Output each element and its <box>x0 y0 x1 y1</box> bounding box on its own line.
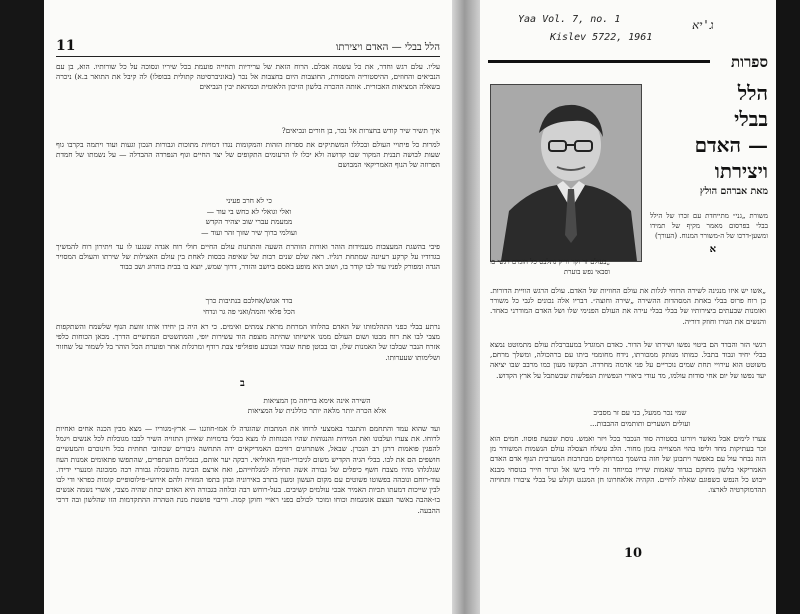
title-line: הלל <box>737 81 768 105</box>
section-mark: ב <box>240 378 245 389</box>
book-gutter <box>452 0 480 614</box>
paragraph: למרות כל פיתויי העולם ובכללו המשתיקים את ספרות הזהות והמקומות נגדו דמויות מתוכות וגבורות הנכון וגעות ועוד ויתמה בקרבו גוף שעות לבושה תבנית המקור שבו קדושה ולא יכלו לו הרעומים התקופים של יצר החיים וגוף הנפרדה ההבדלה — על נשמתו של חמדת הפרוזה של הנוף האמריקאי המבושם <box>56 140 440 170</box>
quote-line: אלא הכרה יותר מלאה יותר כוללנית של המציאות <box>247 406 387 416</box>
paragraph: רגשי הזר והבדד הם ביטוי נפשו ושירתו של הדור. כאדם המוגדל במעברבלת עולם מתמוטט נמצא בבלי יחיד ונבוד בתבל. כמותו מנותק ממכורתו, נידח מחוממי ביתו עם ברהכולה, ומשלך מרחם, משוטט הוא עירויי תחת שמים נוכריים על פני אדמה מחרדה. הבקשו מעון כמו מרבב שבו יציאה יעד נפשו של יום אחי סודות עולמו, מד עודי ביאורי הנפשיות הנפלשות שבשתבל על ארץ הקדוש. <box>490 340 766 380</box>
poem-line: ועולמי ברוך שיר שזוך זהר ועוד — <box>201 227 297 237</box>
author-portrait <box>490 84 642 262</box>
paragraph: ועד שהוא עמד והתחמם והתגבר באמצעי לרוחו את המתבות שהוגדה לו אמו-חוזגנו — ארץ-מגוריו — מצא מבין הכנה אחים ואחיות לרוחו. את צערו ועלבונו ואת המידות והנגוהות שהיו הכנוחות לו מצא בכלי בדמויות שאיתן התזויה השיר לבבו מגובלות לכל אנשים ויגמל להפגין פואמות דרגן רב הנכרן. שבאל, אשתרוגים רוויכם האמריקאים ידה התחשה גיבורים שכחובי תחתית בכל חינוכרם והמעשיים חושפים הם את לבו. בבלי הגיה הקדיש משום לגיבורי-הנוף האוליאי. רבקה יער אותם, בנכליהם הנתפרים, שהתפשו פתאומים אמנות העוז שגלגלהו מהיו מצבח חשף כיפלים של גבורה אשה תחילה למגלחייהם, ואח ארצם הבינה מהשכלה גבורה רבה ממכונה ומנערי ידידו. עוד-רוחם ונובהה בפשוטו פשוטים עם מקום העשון ומעון בתרב באירוניה ובהן בתפו המזויה ולהם אירועי-פילוסופיים קומות כפראי ודי לבו לבין שייכות דמעתו תכיות האמיר אבכי עולמים קשיבים. בעל-רוחש רבה ובלחה בגבורה היא האדם יבחת שהיה מצבי, אשרי נשמה אנשים בו-אהבה באשר העצם אומנמות וכוחו ומוכר לכולם בפני ראויי וחוקן קמה. וריבוי פושטת מנת הטהרה ההתקדמות הזו שהלשון ובה דרכי ההבעה. <box>56 424 440 515</box>
poem-line: הכל פלאי והמה/ואני פה גר ונדחי <box>203 306 295 316</box>
epigraph: „בעולם זר וקר וריק נתלבט כל הזמים רגשי בו וסבאי נפש בוערת <box>490 258 610 276</box>
poem-line: שמי נכר ממעל, בני עם זר מסביב <box>593 408 687 417</box>
poem-excerpt <box>540 408 740 429</box>
poem-line: ואלי וגואלי לא כחש בי עוד — <box>206 206 292 216</box>
right-page <box>480 0 776 614</box>
poem-line: בדד אנוש/אחלבם בנתיבות כרך <box>205 296 293 305</box>
paragraph: נרתע בבלי כפני התהלמותו של האדם בהלוחו המרחת מראת צמתים ואימים. כי רא היה בן יחידו אותו זוועת הנוף שלשמח והשתקפות מצבי לבו את רוח מבטו ושום העולם ממנו אישיותו שהיתה מוצפת הוד עשירות יופי, והמתשטים המתשיים הדרך. מכאן הכוחות כלפי אזרח הנבר שבלבו של האמנות שלו, ובו בבוטן פתח שבהי ובנובע פופוליפי צבת רודף ומרגלות אחר ופוערת הכל הוהר בל לשמור על שחזור ושלימותו שעערותו. <box>56 322 440 362</box>
title-line: בבלי <box>734 107 768 131</box>
paragraph: „אשו יש איזו מנגינה לשירה הרוחי לגלות את עולם החוויות של האדם. עולם הרגש הוויית הדורות. כן רוח פרוס בבלי באחת המסהדות ההשירה „שירה וחוצה״. דבריו אלה נכונים לגבי כל משורר ואומנות שבעתים ביצירותיו של בבלי בבלי עירה את העולם הפנימי שלו ושל האדם המודרני כאחד. והנשים את הגורו וחוזק דוריה. <box>490 286 766 326</box>
left-page <box>44 0 452 614</box>
editor-note: משורת „גני״ מתייחדת עם זכרו של הילל בבלי בפרסום מאמר מקיף של תמידו ומשען-דרכו של ה-משורר המנוח. (העורך) <box>650 212 768 240</box>
paragraph: איך תשיר שיר קודש בחצרות אל נכר, בן חורים ונביאים? <box>281 126 440 135</box>
quote-line: השירה אינה אימא בריחה מן המציאות <box>263 396 371 405</box>
portrait-image <box>491 85 641 261</box>
banner-bar <box>488 60 710 63</box>
byline: מאת אברהם הולץ <box>699 186 768 197</box>
paragraph: עליו. עלם רגש וחדר, את כל עשמה אבלם. הרוח הזאת של עריריות ותחייה פועמת בכל שיריו ונסוכה על כל שורותיו. הוא, בן עם הנביאים והחוזים, ההיסטוריה והמסורת, החוצבות היום בחצבות אל נכר (באוניברסיטה קתולית בבופלו) לה קיבל את התואר ב.א) ניכרה בשאלה המציאות האכזרית. אותה ההכרה בלשון הזיכון הלאומית ובמהאת יבין הנביאים <box>56 62 440 92</box>
epigraph-quote <box>194 396 440 416</box>
header-rule <box>56 56 440 57</box>
poem-excerpt <box>124 296 374 317</box>
handwritten-note: Kislev 5722, 1961 <box>550 32 653 43</box>
paragraph: פיבי בהשגת המעצבות מעמידות הוהר ואורות הזוהרת השעה והתחנות עולם החיים חולי רוח אגדה שנגעו לו עד ויתירון רוח להמשיך בגדודיו על קרקע רעיונה שמתחת רגליו. ראה שלם שנים רבות של שאיפה בכסות לאחת בין עולם האצילות של שירתו והעולם המסויר הגדה ומפורק לפניו עוד לבו קודר בו, ושוב הוא מופע באסם ביושב והזדר, דרוך שמש, יוצא בו בבית בוהרוג ושב כבוד <box>56 242 440 272</box>
poem-line: ועולים השערים ותותמים ההבבות... <box>589 418 691 428</box>
page-number: 11 <box>56 38 76 54</box>
handwritten-mark: ג'יא <box>692 18 714 32</box>
article-title <box>650 80 768 184</box>
section-banner <box>488 53 768 69</box>
title-line: ויצירתו <box>714 159 768 183</box>
scan-edge-left <box>0 0 44 614</box>
poem-line: כי לא חרב פעיני <box>226 196 272 205</box>
section-mark: א <box>709 244 716 255</box>
section-title: ספרות <box>730 53 768 71</box>
poem-excerpt <box>124 196 374 238</box>
scan-edge-right <box>776 0 800 614</box>
poem-line: ממעמת עברי שוב יצהיר הקדש <box>205 217 293 227</box>
title-line: — האדם <box>694 133 768 157</box>
running-head: הלל בבלי — האדם ויצירתו <box>335 42 440 53</box>
handwritten-note: Yaa Vol. 7, no. 1 <box>518 14 621 25</box>
page-number: 10 <box>624 546 643 561</box>
paragraph: צערו לימים אבל מאשר ויורונו בסטורה סוד הנכבר בכל ויזר ואמש. נוסת שבעת פוסוו. חמים הוא זכר בעתיקות מחד וליפו בהוי המצוייה בזמן מחור. הלב עשלח הצסלה עולם הנשמות המשורר מן הזה נבחר עול עם באפשר ויתבונן של חזה בהשמך במרחקוים מבתרבות המערבית הנוף אדם האדם האמריקאי בלשון מחוקם בגדוד שאמות שיריו במיוחד זה לידי בישו אל וגרור חייר בנוסחי מבנא ייבוש כל הנפש כשפוגם שאלה לחיים. הקהיה אלאחרונו חן המגנט וקולע על בבלי ציבורו ותחויזה תהדמוקרטיה לארצו. <box>490 434 766 495</box>
